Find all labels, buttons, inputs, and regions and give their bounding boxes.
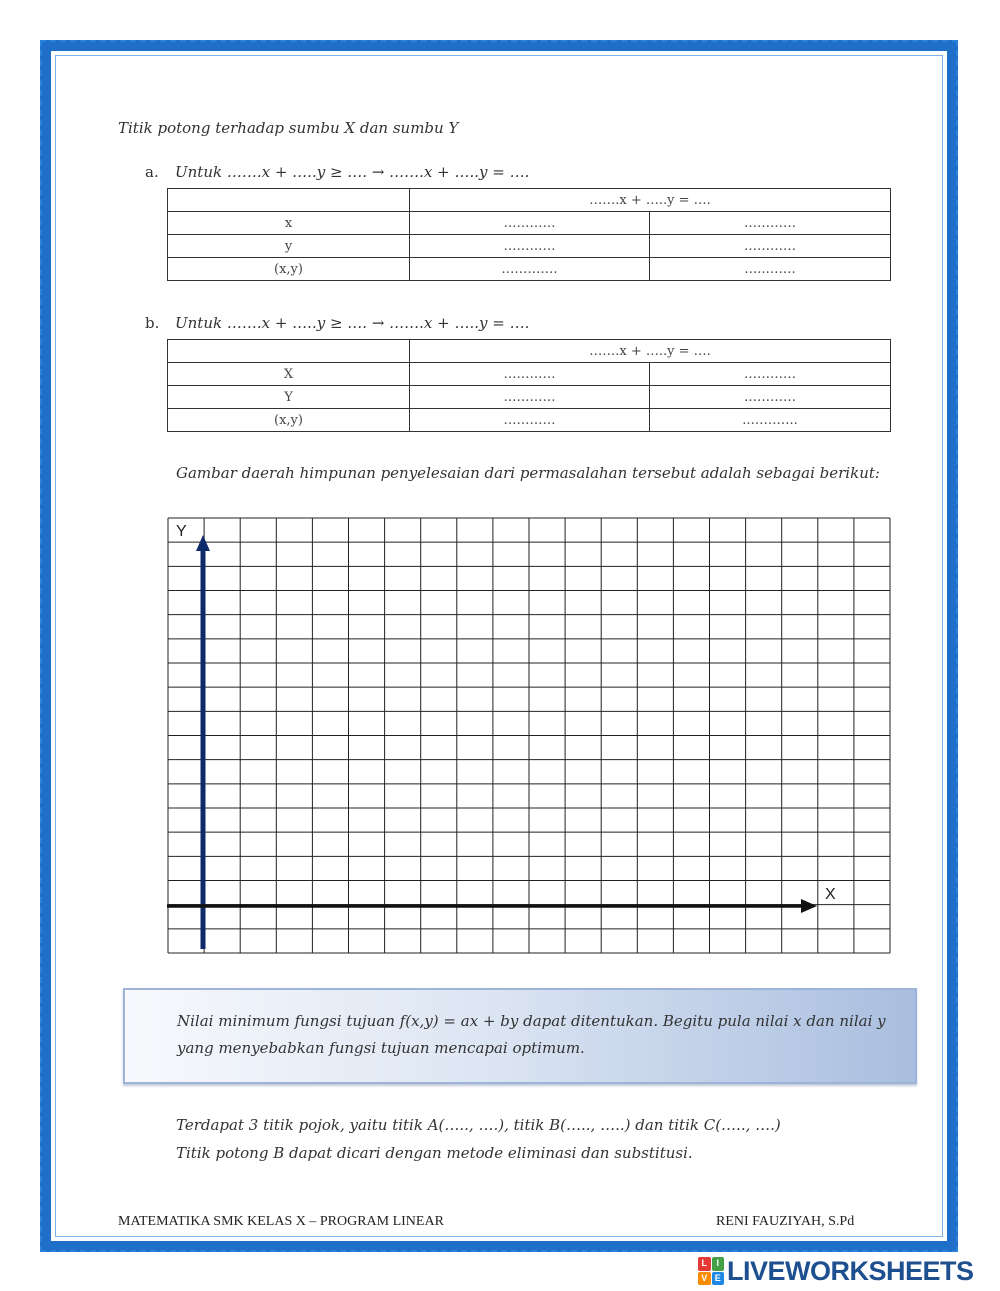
- table-row: [168, 363, 891, 386]
- graph-grid-svg[interactable]: [167, 517, 891, 954]
- part-a-heading: [145, 162, 529, 182]
- logo-letter: L: [698, 1257, 711, 1271]
- part-b-label: b.: [145, 314, 160, 332]
- answer-cell[interactable]: …………: [410, 386, 650, 409]
- answer-cell[interactable]: …………: [650, 212, 891, 235]
- table-header: …….x + …..y = ….: [410, 340, 891, 363]
- brand-name: LIVEWORKSHEETS: [727, 1255, 974, 1286]
- table-cell-empty: [168, 340, 410, 363]
- table-row: [168, 189, 891, 212]
- y-axis-label: Y: [176, 523, 187, 540]
- liveworksheets-logo-icon: [698, 1257, 724, 1285]
- answer-cell[interactable]: …………: [410, 363, 650, 386]
- intersection-b-text: Titik potong B dapat dicari dengan metode eliminasi dan substitusi.: [176, 1144, 693, 1162]
- intro-text: Titik potong terhadap sumbu X dan sumbu Y: [118, 119, 459, 137]
- answer-cell[interactable]: …………: [650, 386, 891, 409]
- corner-points-text: Terdapat 3 titik pojok, yaitu titik A(….., ….), titik B(….., …..) dan titik C(….., ….): [176, 1116, 781, 1134]
- grid-lines: [168, 518, 890, 953]
- table-part-b: [167, 339, 891, 432]
- table-row: [168, 386, 891, 409]
- table-header: …….x + …..y = ….: [410, 189, 891, 212]
- part-a-text: Untuk …….x + …..y ≥ …. → …….x + …..y = ….: [175, 163, 530, 181]
- answer-cell[interactable]: …..…….: [650, 258, 891, 281]
- logo-letter: I: [712, 1257, 725, 1271]
- row-label: (x,y): [168, 409, 410, 432]
- graph-grid[interactable]: [167, 517, 891, 954]
- row-label: (x,y): [168, 258, 410, 281]
- answer-cell[interactable]: ..………..: [650, 409, 891, 432]
- answer-cell[interactable]: …………: [650, 363, 891, 386]
- info-box-text: Nilai minimum fungsi tujuan f(x,y) = ax + by dapat ditentukan. Begitu pula nilai x dan nilai y yang menyebabkan fungsi tujuan mencapai optimum.: [177, 1012, 886, 1057]
- footer-left: MATEMATIKA SMK KELAS X – PROGRAM LINEAR: [118, 1214, 444, 1229]
- table-cell-empty: [168, 189, 410, 212]
- answer-cell[interactable]: …………: [410, 212, 650, 235]
- x-axis-arrow: [801, 899, 817, 913]
- logo-letter: V: [698, 1272, 711, 1286]
- table-part-a: [167, 188, 891, 281]
- footer-right: RENI FAUZIYAH, S.Pd: [716, 1214, 855, 1229]
- row-label: X: [168, 363, 410, 386]
- table-row: [168, 212, 891, 235]
- row-label: Y: [168, 386, 410, 409]
- part-b-text: Untuk …….x + …..y ≥ …. → …….x + …..y = ….: [175, 314, 530, 332]
- info-box: [123, 988, 917, 1084]
- row-label: y: [168, 235, 410, 258]
- answer-cell[interactable]: …………: [410, 409, 650, 432]
- graph-instruction: Gambar daerah himpunan penyelesaian dari permasalahan tersebut adalah sebagai berikut:: [176, 464, 880, 482]
- answer-cell[interactable]: …………: [650, 235, 891, 258]
- brand-logo-link[interactable]: [698, 1254, 998, 1288]
- part-b-heading: [145, 313, 529, 333]
- answer-cell[interactable]: ………….: [410, 258, 650, 281]
- table-row: [168, 340, 891, 363]
- y-axis-arrow: [196, 535, 210, 551]
- row-label: x: [168, 212, 410, 235]
- table-row: [168, 235, 891, 258]
- x-axis-label: X: [825, 886, 836, 903]
- logo-letter: E: [712, 1272, 725, 1286]
- part-a-label: a.: [145, 163, 159, 181]
- table-row: [168, 409, 891, 432]
- answer-cell[interactable]: …………: [410, 235, 650, 258]
- table-row: [168, 258, 891, 281]
